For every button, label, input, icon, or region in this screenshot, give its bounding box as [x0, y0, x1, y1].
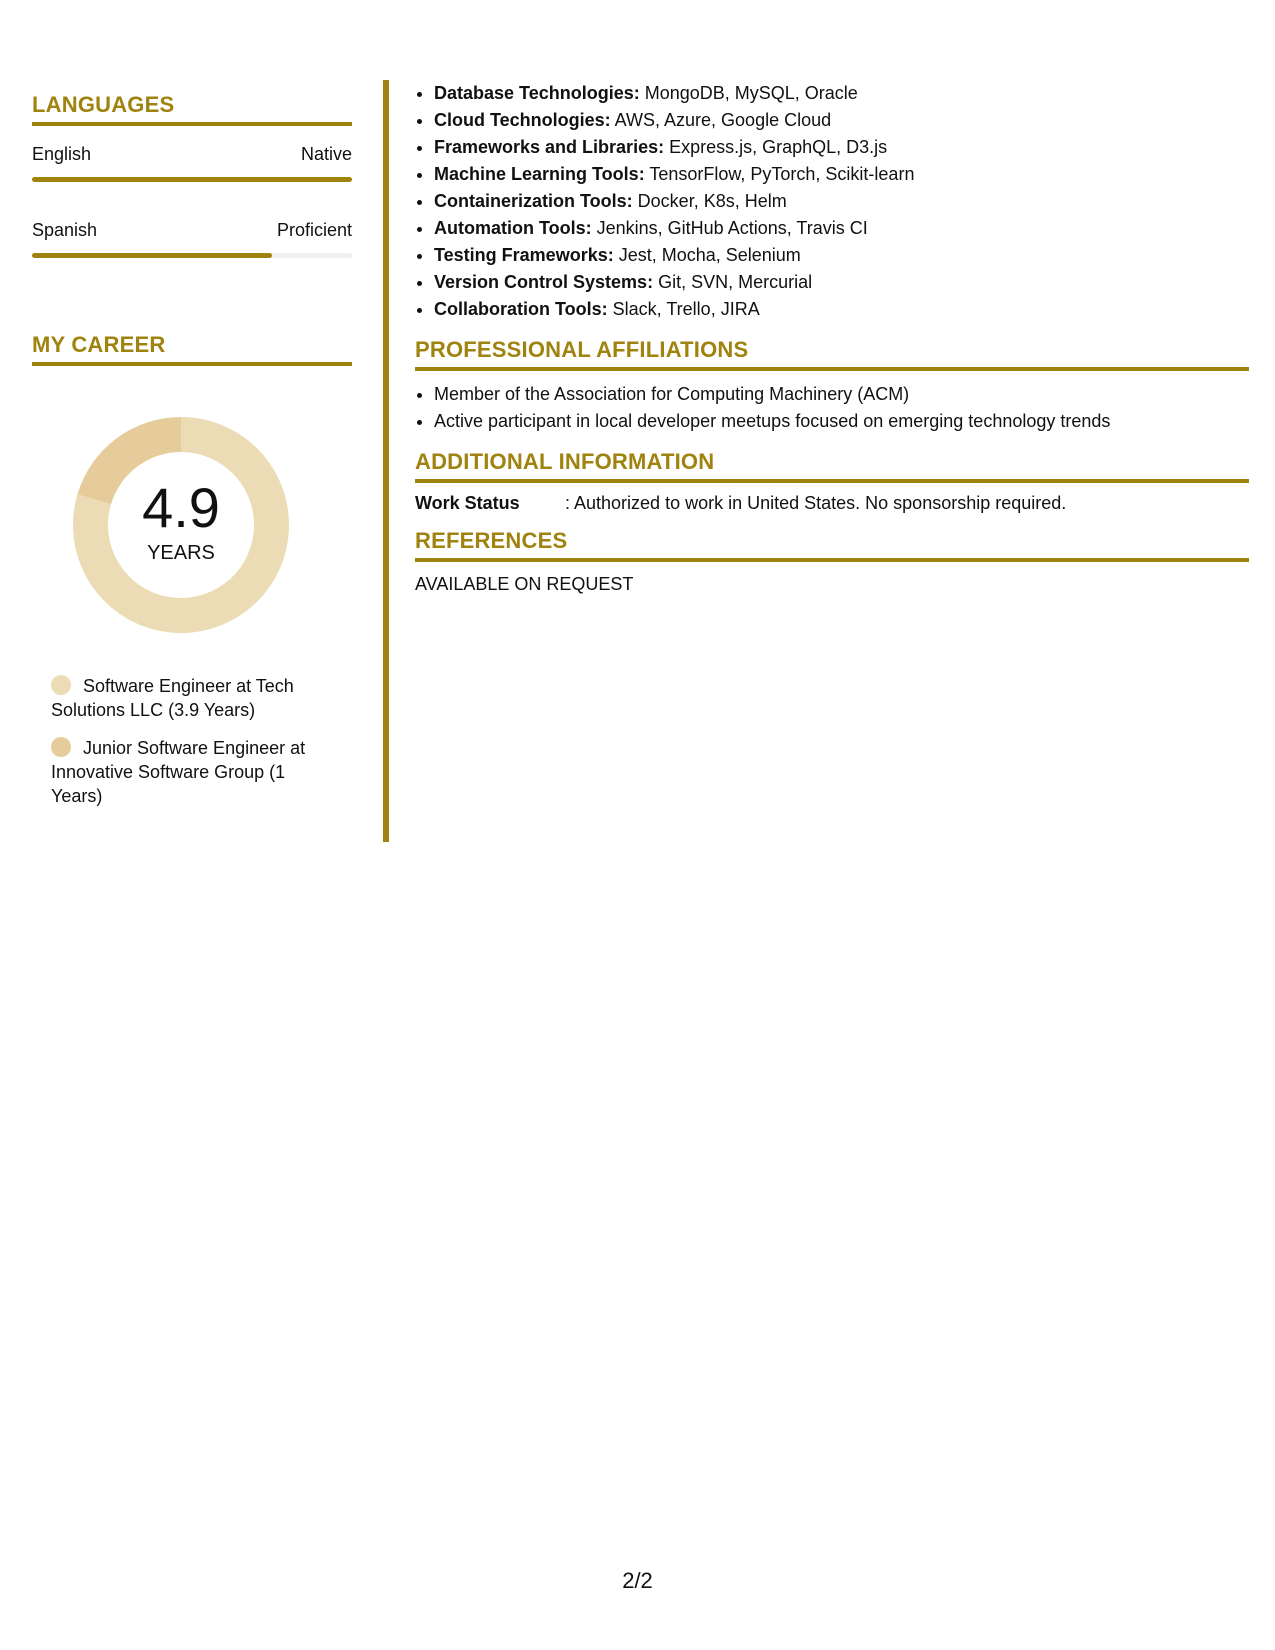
- skill-value: Slack, Trello, JIRA: [607, 299, 760, 319]
- language-bar: [32, 177, 352, 182]
- language-item: [32, 144, 352, 182]
- references-text: AVAILABLE ON REQUEST: [415, 574, 634, 594]
- career-section: [32, 332, 352, 808]
- legend-dot: [51, 737, 71, 757]
- list-item: • Member of the Association for Computing Machinery (ACM): [434, 381, 1249, 408]
- career-total-unit: YEARS: [147, 541, 215, 564]
- skill-value: TensorFlow, PyTorch, Scikit-learn: [644, 164, 915, 184]
- skill-label: Version Control Systems:: [434, 272, 654, 292]
- language-bar: [32, 253, 352, 258]
- list-item: [434, 188, 1249, 215]
- language-level: Native: [300, 144, 352, 164]
- list-item: [434, 80, 1249, 107]
- list-item: [434, 161, 1249, 188]
- skill-label: Frameworks and Libraries:: [434, 137, 665, 157]
- list-item: [434, 242, 1249, 269]
- list-item: [434, 269, 1249, 296]
- career-title: MY CAREER: [32, 332, 352, 366]
- column-divider: [383, 80, 389, 842]
- affiliations-section: [415, 337, 1249, 435]
- list-item: [434, 215, 1249, 242]
- legend-item: [51, 736, 341, 808]
- additional-title: ADDITIONAL INFORMATION: [415, 449, 1249, 483]
- language-item: [32, 220, 352, 258]
- language-name: English: [32, 144, 92, 164]
- skill-value: Docker, K8s, Helm: [632, 191, 787, 211]
- skill-value: Jenkins, GitHub Actions, Travis CI: [591, 218, 868, 238]
- list-item: [434, 296, 1249, 323]
- skill-value: MongoDB, MySQL, Oracle: [639, 83, 858, 103]
- legend-dot: [51, 675, 71, 695]
- page-number: 2/2: [622, 1568, 653, 1593]
- list-item: [434, 134, 1249, 161]
- skill-value: Jest, Mocha, Selenium: [613, 245, 801, 265]
- main-content: [415, 80, 1249, 595]
- skill-value: Express.js, GraphQL, D3.js: [664, 137, 888, 157]
- career-donut-chart: [66, 410, 296, 640]
- language-name: Spanish: [32, 220, 98, 240]
- work-status-label: Work Status: [415, 493, 520, 513]
- skill-value: AWS, Azure, Google Cloud: [610, 110, 832, 130]
- career-total-years: 4.9: [142, 475, 220, 539]
- work-status-row: [415, 493, 1249, 514]
- legend-label: Junior Software Engineer at Innovative Software Group (1 Years): [51, 738, 306, 806]
- skill-label: Cloud Technologies:: [434, 110, 611, 130]
- additional-section: [415, 449, 1249, 514]
- skill-label: Collaboration Tools:: [434, 299, 608, 319]
- skill-label: Containerization Tools:: [434, 191, 633, 211]
- list-item: • Active participant in local developer meetups focused on emerging technology trends: [434, 408, 1249, 435]
- skill-value: Git, SVN, Mercurial: [653, 272, 813, 292]
- work-status-value: : Authorized to work in United States. No sponsorship required.: [565, 493, 1067, 513]
- language-level: Proficient: [276, 220, 352, 240]
- affiliations-title: PROFESSIONAL AFFILIATIONS: [415, 337, 1249, 371]
- legend-item: [51, 674, 341, 722]
- languages-title: LANGUAGES: [32, 92, 352, 126]
- skill-label: Machine Learning Tools:: [434, 164, 645, 184]
- skills-list: [415, 80, 1249, 323]
- skill-label: Testing Frameworks:: [434, 245, 614, 265]
- skill-label: Database Technologies:: [434, 83, 640, 103]
- language-bar-fill: [32, 253, 272, 258]
- legend-label: Software Engineer at Tech Solutions LLC (3.9 Years): [51, 676, 294, 720]
- language-bar-fill: [32, 177, 352, 182]
- skill-label: Automation Tools:: [434, 218, 592, 238]
- references-section: [415, 528, 1249, 595]
- affiliations-list: [415, 381, 1249, 435]
- career-legend: [32, 674, 352, 808]
- sidebar: [32, 92, 352, 822]
- references-title: REFERENCES: [415, 528, 1249, 562]
- list-item: [434, 107, 1249, 134]
